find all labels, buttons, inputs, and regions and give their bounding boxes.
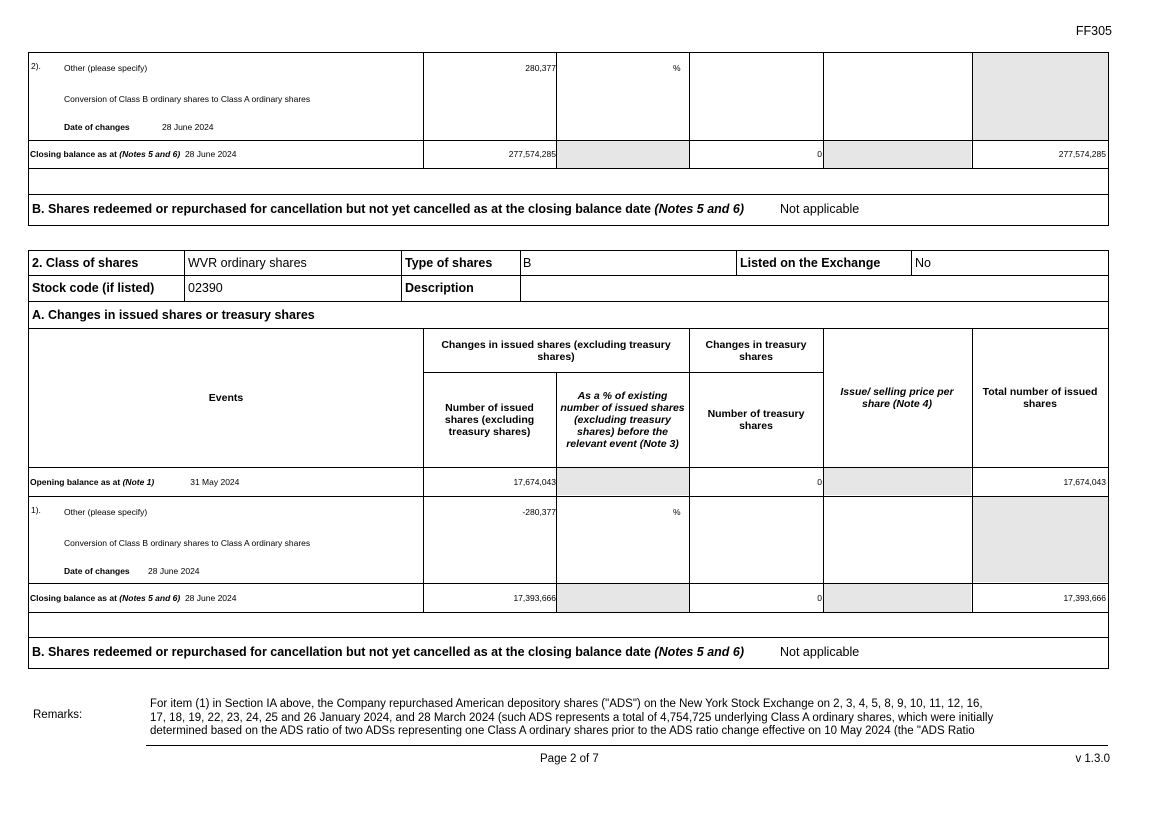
type-of-shares-label: Type of shares: [405, 256, 493, 270]
opening-balance-label: Opening balance as at (Note 1) 31 May 2024: [30, 477, 240, 487]
description-label: Description: [405, 281, 474, 295]
event-percent: %: [673, 507, 681, 517]
event-type: Other (please specify): [64, 507, 148, 517]
type-of-shares-value: B: [523, 256, 532, 270]
remarks-text: [150, 698, 1110, 739]
opening-issued: 17,674,043: [513, 477, 556, 487]
form-code: FF305: [1075, 24, 1112, 38]
event-description: Conversion of Class B ordinary shares to Class A ordinary shares: [64, 538, 311, 548]
num-treasury-header: Number of treasury shares: [707, 408, 805, 432]
section-a-title: A. Changes in issued shares or treasury shares: [32, 308, 315, 322]
redeemed-value: Not applicable: [780, 645, 860, 659]
remarks-line: 17, 18, 19, 22, 23, 24, 25 and 26 January 2024, and 28 March 2024 (such ADS represents a total of 4,754,725 underlying Class A ordinary shares, which were initially: [150, 711, 994, 724]
remarks-underline: [146, 745, 1108, 746]
class-of-shares-label: 2. Class of shares: [32, 256, 139, 270]
opening-treasury: 0: [817, 477, 822, 487]
date-of-changes-value: 28 June 2024: [148, 566, 200, 576]
page-number: Page 2 of 7: [540, 753, 599, 765]
closing-issued: 17,393,666: [513, 593, 556, 603]
stock-code-value: 02390: [188, 281, 223, 295]
stock-code-label: Stock code (if listed): [32, 281, 155, 295]
closing-issued: 277,574,285: [508, 149, 556, 159]
event-description: Conversion of Class B ordinary shares to Class A ordinary shares: [64, 94, 311, 104]
changes-issued-header: Changes in issued shares (excluding treasury shares): [441, 339, 671, 363]
remarks-label: Remarks:: [33, 709, 83, 721]
closing-total: 277,574,285: [1058, 149, 1106, 159]
changes-treasury-header: Changes in treasury shares: [705, 339, 807, 363]
class-of-shares-value: WVR ordinary shares: [188, 256, 307, 270]
event-percent: %: [673, 63, 681, 73]
events-header: Events: [208, 392, 244, 404]
event-number-issued: 280,377: [525, 63, 556, 73]
pct-existing-header: As a % of existing number of issued shares (excluding treasury shares) before the relevant event (Note 3): [560, 390, 685, 450]
remarks-line: determined based on the ADS ratio of two ADSs representing one Class A ordinary shares prior to the ADS ratio change effective on 10 May 2024 (the "ADS Ratio: [150, 725, 975, 737]
closing-treasury: 0: [817, 149, 822, 159]
total-header: Total number of issued shares: [982, 386, 1098, 410]
version: v 1.3.0: [1075, 753, 1110, 765]
closing-total: 17,393,666: [1063, 593, 1106, 603]
closing-treasury: 0: [817, 593, 822, 603]
date-of-changes-value: 28 June 2024: [162, 122, 214, 132]
price-header: Issue/ selling price per share (Note 4): [840, 386, 954, 410]
closing-balance-label: Closing balance as at (Notes 5 and 6) 28 June 2024: [30, 593, 237, 603]
redeemed-label: B. Shares redeemed or repurchased for cancellation but not yet cancelled as at the closing balance date (Notes 5 and 6): [32, 645, 745, 659]
listed-value: No: [915, 256, 931, 270]
event-index: 2).: [31, 61, 41, 71]
event-type: Other (please specify): [64, 63, 148, 73]
num-issued-header: Number of issued shares (excluding treasury shares): [444, 402, 535, 438]
closing-balance-label: Closing balance as at (Notes 5 and 6) 28 June 2024: [30, 149, 237, 159]
opening-total: 17,674,043: [1063, 477, 1106, 487]
date-of-changes-label: Date of changes: [64, 122, 130, 132]
redeemed-label: B. Shares redeemed or repurchased for cancellation but not yet cancelled as at the closing balance date (Notes 5 and 6): [32, 202, 745, 216]
event-number-issued: -280,377: [522, 507, 556, 517]
remarks-line: For item (1) in Section IA above, the Company repurchased American depository shares ("ADS") on the New York Stock Exchange on 2, 3, 4, 5, 8, 9, 10, 11, 12, 16,: [150, 698, 983, 710]
listed-label: Listed on the Exchange: [740, 256, 881, 270]
date-of-changes-label: Date of changes: [64, 566, 130, 576]
event-index: 1).: [31, 505, 41, 515]
redeemed-value: Not applicable: [780, 202, 860, 216]
